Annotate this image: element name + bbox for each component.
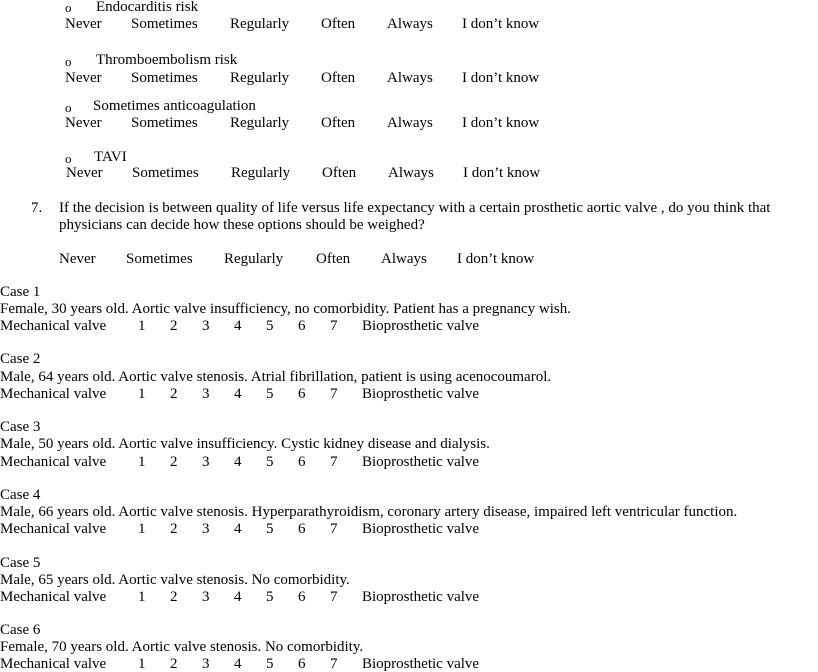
bullet-icon: o bbox=[65, 54, 72, 69]
scale-option-3[interactable]: 3 bbox=[202, 656, 210, 672]
scale-option-3[interactable]: 3 bbox=[202, 521, 210, 537]
scale-option-2[interactable]: 2 bbox=[170, 454, 178, 470]
option-dont-know[interactable]: I don’t know bbox=[462, 16, 540, 32]
scale-option-7[interactable]: 7 bbox=[330, 589, 338, 605]
scale-option-7[interactable]: 7 bbox=[330, 318, 338, 334]
option-never[interactable]: Never bbox=[65, 70, 102, 86]
option-often[interactable]: Often bbox=[321, 115, 356, 131]
sub-item-label: Endocarditis risk bbox=[96, 0, 199, 15]
scale-option-6[interactable]: 6 bbox=[298, 656, 306, 672]
scale-option-4[interactable]: 4 bbox=[234, 656, 242, 672]
scale-option-1[interactable]: 1 bbox=[138, 386, 146, 402]
case-title: Case 4 bbox=[0, 487, 41, 503]
valve-scale-left-label: Mechanical valve bbox=[0, 318, 107, 334]
option-sometimes[interactable]: Sometimes bbox=[131, 115, 198, 131]
valve-scale-right-label: Bioprosthetic valve bbox=[362, 318, 480, 334]
scale-option-5[interactable]: 5 bbox=[266, 318, 274, 334]
valve-scale-left-label: Mechanical valve bbox=[0, 589, 107, 605]
sub-item-label: TAVI bbox=[94, 149, 127, 165]
bullet-icon: o bbox=[65, 0, 72, 15]
valve-scale-right-label: Bioprosthetic valve bbox=[362, 589, 480, 605]
scale-option-4[interactable]: 4 bbox=[234, 521, 242, 537]
scale-option-3[interactable]: 3 bbox=[202, 386, 210, 402]
scale-option-5[interactable]: 5 bbox=[266, 589, 274, 605]
case-title: Case 6 bbox=[0, 622, 41, 638]
option-sometimes[interactable]: Sometimes bbox=[132, 165, 199, 181]
option-never[interactable]: Never bbox=[65, 16, 102, 32]
bullet-icon: o bbox=[65, 100, 72, 115]
option-always[interactable]: Always bbox=[388, 165, 434, 181]
option-never[interactable]: Never bbox=[66, 165, 103, 181]
option-regularly[interactable]: Regularly bbox=[230, 115, 290, 131]
case-title: Case 5 bbox=[0, 555, 41, 571]
scale-option-3[interactable]: 3 bbox=[202, 454, 210, 470]
scale-option-7[interactable]: 7 bbox=[330, 521, 338, 537]
scale-option-6[interactable]: 6 bbox=[298, 521, 306, 537]
case-description: Male, 66 years old. Aortic valve stenosis. Hyperparathyroidism, coronary artery disease, impaired left ventricular function. bbox=[0, 504, 738, 520]
scale-option-1[interactable]: 1 bbox=[138, 589, 146, 605]
option-dont-know[interactable]: I don’t know bbox=[463, 165, 541, 181]
case-title: Case 1 bbox=[0, 284, 41, 300]
scale-option-1[interactable]: 1 bbox=[138, 318, 146, 334]
scale-option-2[interactable]: 2 bbox=[170, 656, 178, 672]
case-title: Case 3 bbox=[0, 419, 41, 435]
scale-option-2[interactable]: 2 bbox=[170, 521, 178, 537]
option-regularly[interactable]: Regularly bbox=[230, 16, 290, 32]
option-often[interactable]: Often bbox=[321, 16, 356, 32]
scale-option-5[interactable]: 5 bbox=[266, 656, 274, 672]
scale-option-5[interactable]: 5 bbox=[266, 454, 274, 470]
scale-option-1[interactable]: 1 bbox=[138, 656, 146, 672]
question-text-line-1: If the decision is between quality of life versus life expectancy with a certain prosthetic aortic valve , do you think that bbox=[59, 200, 771, 216]
scale-option-5[interactable]: 5 bbox=[266, 386, 274, 402]
scale-option-7[interactable]: 7 bbox=[330, 454, 338, 470]
option-always[interactable]: Always bbox=[381, 251, 427, 267]
valve-scale-left-label: Mechanical valve bbox=[0, 521, 107, 537]
scale-option-7[interactable]: 7 bbox=[330, 656, 338, 672]
valve-scale-right-label: Bioprosthetic valve bbox=[362, 454, 480, 470]
scale-option-6[interactable]: 6 bbox=[298, 318, 306, 334]
option-often[interactable]: Often bbox=[321, 70, 356, 86]
scale-option-5[interactable]: 5 bbox=[266, 521, 274, 537]
scale-option-2[interactable]: 2 bbox=[170, 318, 178, 334]
valve-scale-right-label: Bioprosthetic valve bbox=[362, 521, 480, 537]
case-description: Male, 64 years old. Aortic valve stenosis. Atrial fibrillation, patient is using acenocoumarol. bbox=[0, 369, 552, 385]
option-never[interactable]: Never bbox=[65, 115, 102, 131]
option-often[interactable]: Often bbox=[322, 165, 357, 181]
scale-option-2[interactable]: 2 bbox=[170, 589, 178, 605]
valve-scale-left-label: Mechanical valve bbox=[0, 656, 107, 672]
option-sometimes[interactable]: Sometimes bbox=[131, 70, 198, 86]
scale-option-3[interactable]: 3 bbox=[202, 318, 210, 334]
option-always[interactable]: Always bbox=[387, 115, 433, 131]
sub-item-label: Sometimes anticoagulation bbox=[93, 98, 256, 114]
option-dont-know[interactable]: I don’t know bbox=[462, 115, 540, 131]
option-always[interactable]: Always bbox=[387, 70, 433, 86]
option-never[interactable]: Never bbox=[59, 251, 96, 267]
case-description: Female, 30 years old. Aortic valve insufficiency, no comorbidity. Patient has a pregnancy wish. bbox=[0, 301, 571, 317]
scale-option-4[interactable]: 4 bbox=[234, 318, 242, 334]
scale-option-2[interactable]: 2 bbox=[170, 386, 178, 402]
valve-scale-left-label: Mechanical valve bbox=[0, 454, 107, 470]
option-always[interactable]: Always bbox=[387, 16, 433, 32]
valve-scale-right-label: Bioprosthetic valve bbox=[362, 386, 480, 402]
scale-option-3[interactable]: 3 bbox=[202, 589, 210, 605]
option-regularly[interactable]: Regularly bbox=[230, 70, 290, 86]
scale-option-1[interactable]: 1 bbox=[138, 521, 146, 537]
valve-scale-left-label: Mechanical valve bbox=[0, 386, 107, 402]
case-description: Female, 70 years old. Aortic valve stenosis. No comorbidity. bbox=[0, 639, 364, 655]
option-regularly[interactable]: Regularly bbox=[231, 165, 291, 181]
option-sometimes[interactable]: Sometimes bbox=[131, 16, 198, 32]
option-sometimes[interactable]: Sometimes bbox=[126, 251, 193, 267]
scale-option-4[interactable]: 4 bbox=[234, 386, 242, 402]
valve-scale-right-label: Bioprosthetic valve bbox=[362, 656, 480, 672]
case-description: Male, 50 years old. Aortic valve insufficiency. Cystic kidney disease and dialysis. bbox=[0, 436, 490, 452]
scale-option-4[interactable]: 4 bbox=[234, 589, 242, 605]
sub-item-label: Thromboembolism risk bbox=[96, 52, 238, 68]
question-text-line-2: physicians can decide how these options should be weighed? bbox=[59, 217, 425, 233]
scale-option-6[interactable]: 6 bbox=[298, 386, 306, 402]
option-regularly[interactable]: Regularly bbox=[224, 251, 284, 267]
option-often[interactable]: Often bbox=[316, 251, 351, 267]
option-dont-know[interactable]: I don’t know bbox=[462, 70, 540, 86]
scale-option-7[interactable]: 7 bbox=[330, 386, 338, 402]
question-number: 7. bbox=[31, 200, 43, 216]
scale-option-6[interactable]: 6 bbox=[298, 589, 306, 605]
option-dont-know[interactable]: I don’t know bbox=[457, 251, 535, 267]
scale-option-6[interactable]: 6 bbox=[298, 454, 306, 470]
bullet-icon: o bbox=[65, 151, 72, 166]
scale-option-1[interactable]: 1 bbox=[138, 454, 146, 470]
case-title: Case 2 bbox=[0, 351, 41, 367]
case-description: Male, 65 years old. Aortic valve stenosis. No comorbidity. bbox=[0, 572, 350, 588]
scale-option-4[interactable]: 4 bbox=[234, 454, 242, 470]
